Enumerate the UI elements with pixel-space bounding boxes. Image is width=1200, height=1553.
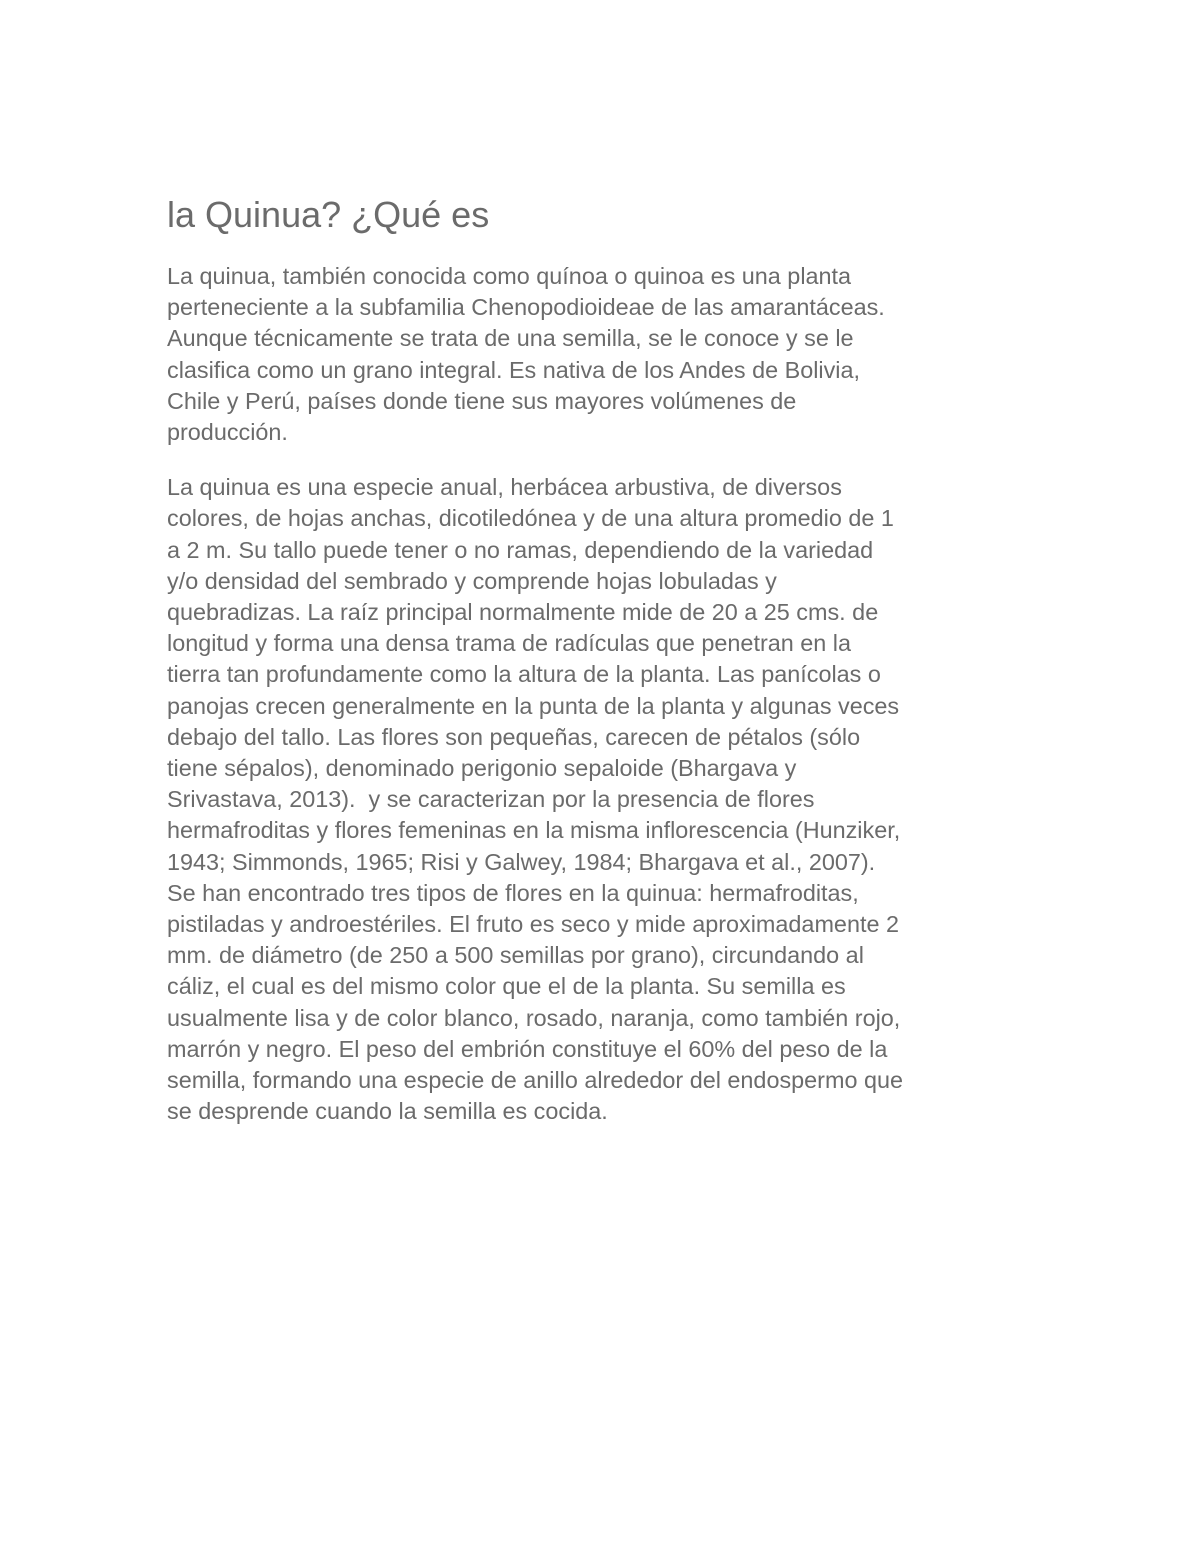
text-line: tierra tan profundamente como la altura de la planta. Las panícolas o	[167, 661, 881, 688]
text-line: La quinua es una especie anual, herbácea arbustiva, de diversos	[167, 474, 842, 501]
text-line: marrón y negro. El peso del embrión constituye el 60% del peso de la	[167, 1035, 888, 1062]
text-line: cáliz, el cual es del mismo color que el de la planta. Su semilla es	[167, 973, 846, 1000]
text-line: a 2 m. Su tallo puede tener o no ramas, dependiendo de la variedad	[167, 536, 874, 563]
text-line: perteneciente a la subfamilia Chenopodioideae de las amarantáceas.	[167, 294, 885, 321]
text-line: mm. de diámetro (de 250 a 500 semillas por grano), circundando al	[167, 942, 864, 969]
text-line: colores, de hojas anchas, dicotiledónea y de una altura promedio de 1	[167, 505, 894, 532]
text-line: Aunque técnicamente se trata de una semilla, se le conoce y se le	[167, 325, 854, 352]
text-line: debajo del tallo. Las flores son pequeñas, carecen de pétalos (sólo	[167, 723, 861, 750]
text-line: panojas crecen generalmente en la punta de la planta y algunas veces	[167, 692, 900, 719]
text-line: longitud y forma una densa trama de radículas que penetran en la	[167, 630, 851, 657]
text-line: tiene sépalos), denominado perigonio sepaloide (Bhargava y	[167, 755, 797, 782]
text-line: quebradizas. La raíz principal normalmente mide de 20 a 25 cms. de	[167, 599, 879, 626]
paragraph-intro	[167, 261, 1047, 448]
text-line: pistiladas y androestériles. El fruto es seco y mide aproximadamente 2	[167, 911, 899, 938]
document-title: la Quinua? ¿Qué es	[167, 194, 490, 235]
text-line: Se han encontrado tres tipos de flores en la quinua: hermafroditas,	[167, 879, 859, 906]
text-line: Chile y Perú, países donde tiene sus mayores volúmenes de	[167, 387, 797, 414]
document-body	[167, 193, 1047, 1127]
text-line: se desprende cuando la semilla es cocida.	[167, 1098, 608, 1125]
text-line: usualmente lisa y de color blanco, rosado, naranja, como también rojo,	[167, 1004, 901, 1031]
text-line: hermafroditas y flores femeninas en la misma inflorescencia (Hunziker,	[167, 817, 901, 844]
text-line: producción.	[167, 419, 288, 446]
text-line: 1943; Simmonds, 1965; Risi y Galwey, 1984; Bhargava et al., 2007).	[167, 848, 876, 875]
text-line: y/o densidad del sembrado y comprende hojas lobuladas y	[167, 567, 777, 594]
text-line: Srivastava, 2013). y se caracterizan por la presencia de flores	[167, 786, 815, 813]
text-line: semilla, formando una especie de anillo alrededor del endospermo que	[167, 1067, 903, 1094]
text-line: La quinua, también conocida como quínoa o quinoa es una planta	[167, 263, 852, 289]
text-line: clasifica como un grano integral. Es nativa de los Andes de Bolivia,	[167, 356, 861, 383]
paragraph-description	[167, 472, 1047, 1127]
